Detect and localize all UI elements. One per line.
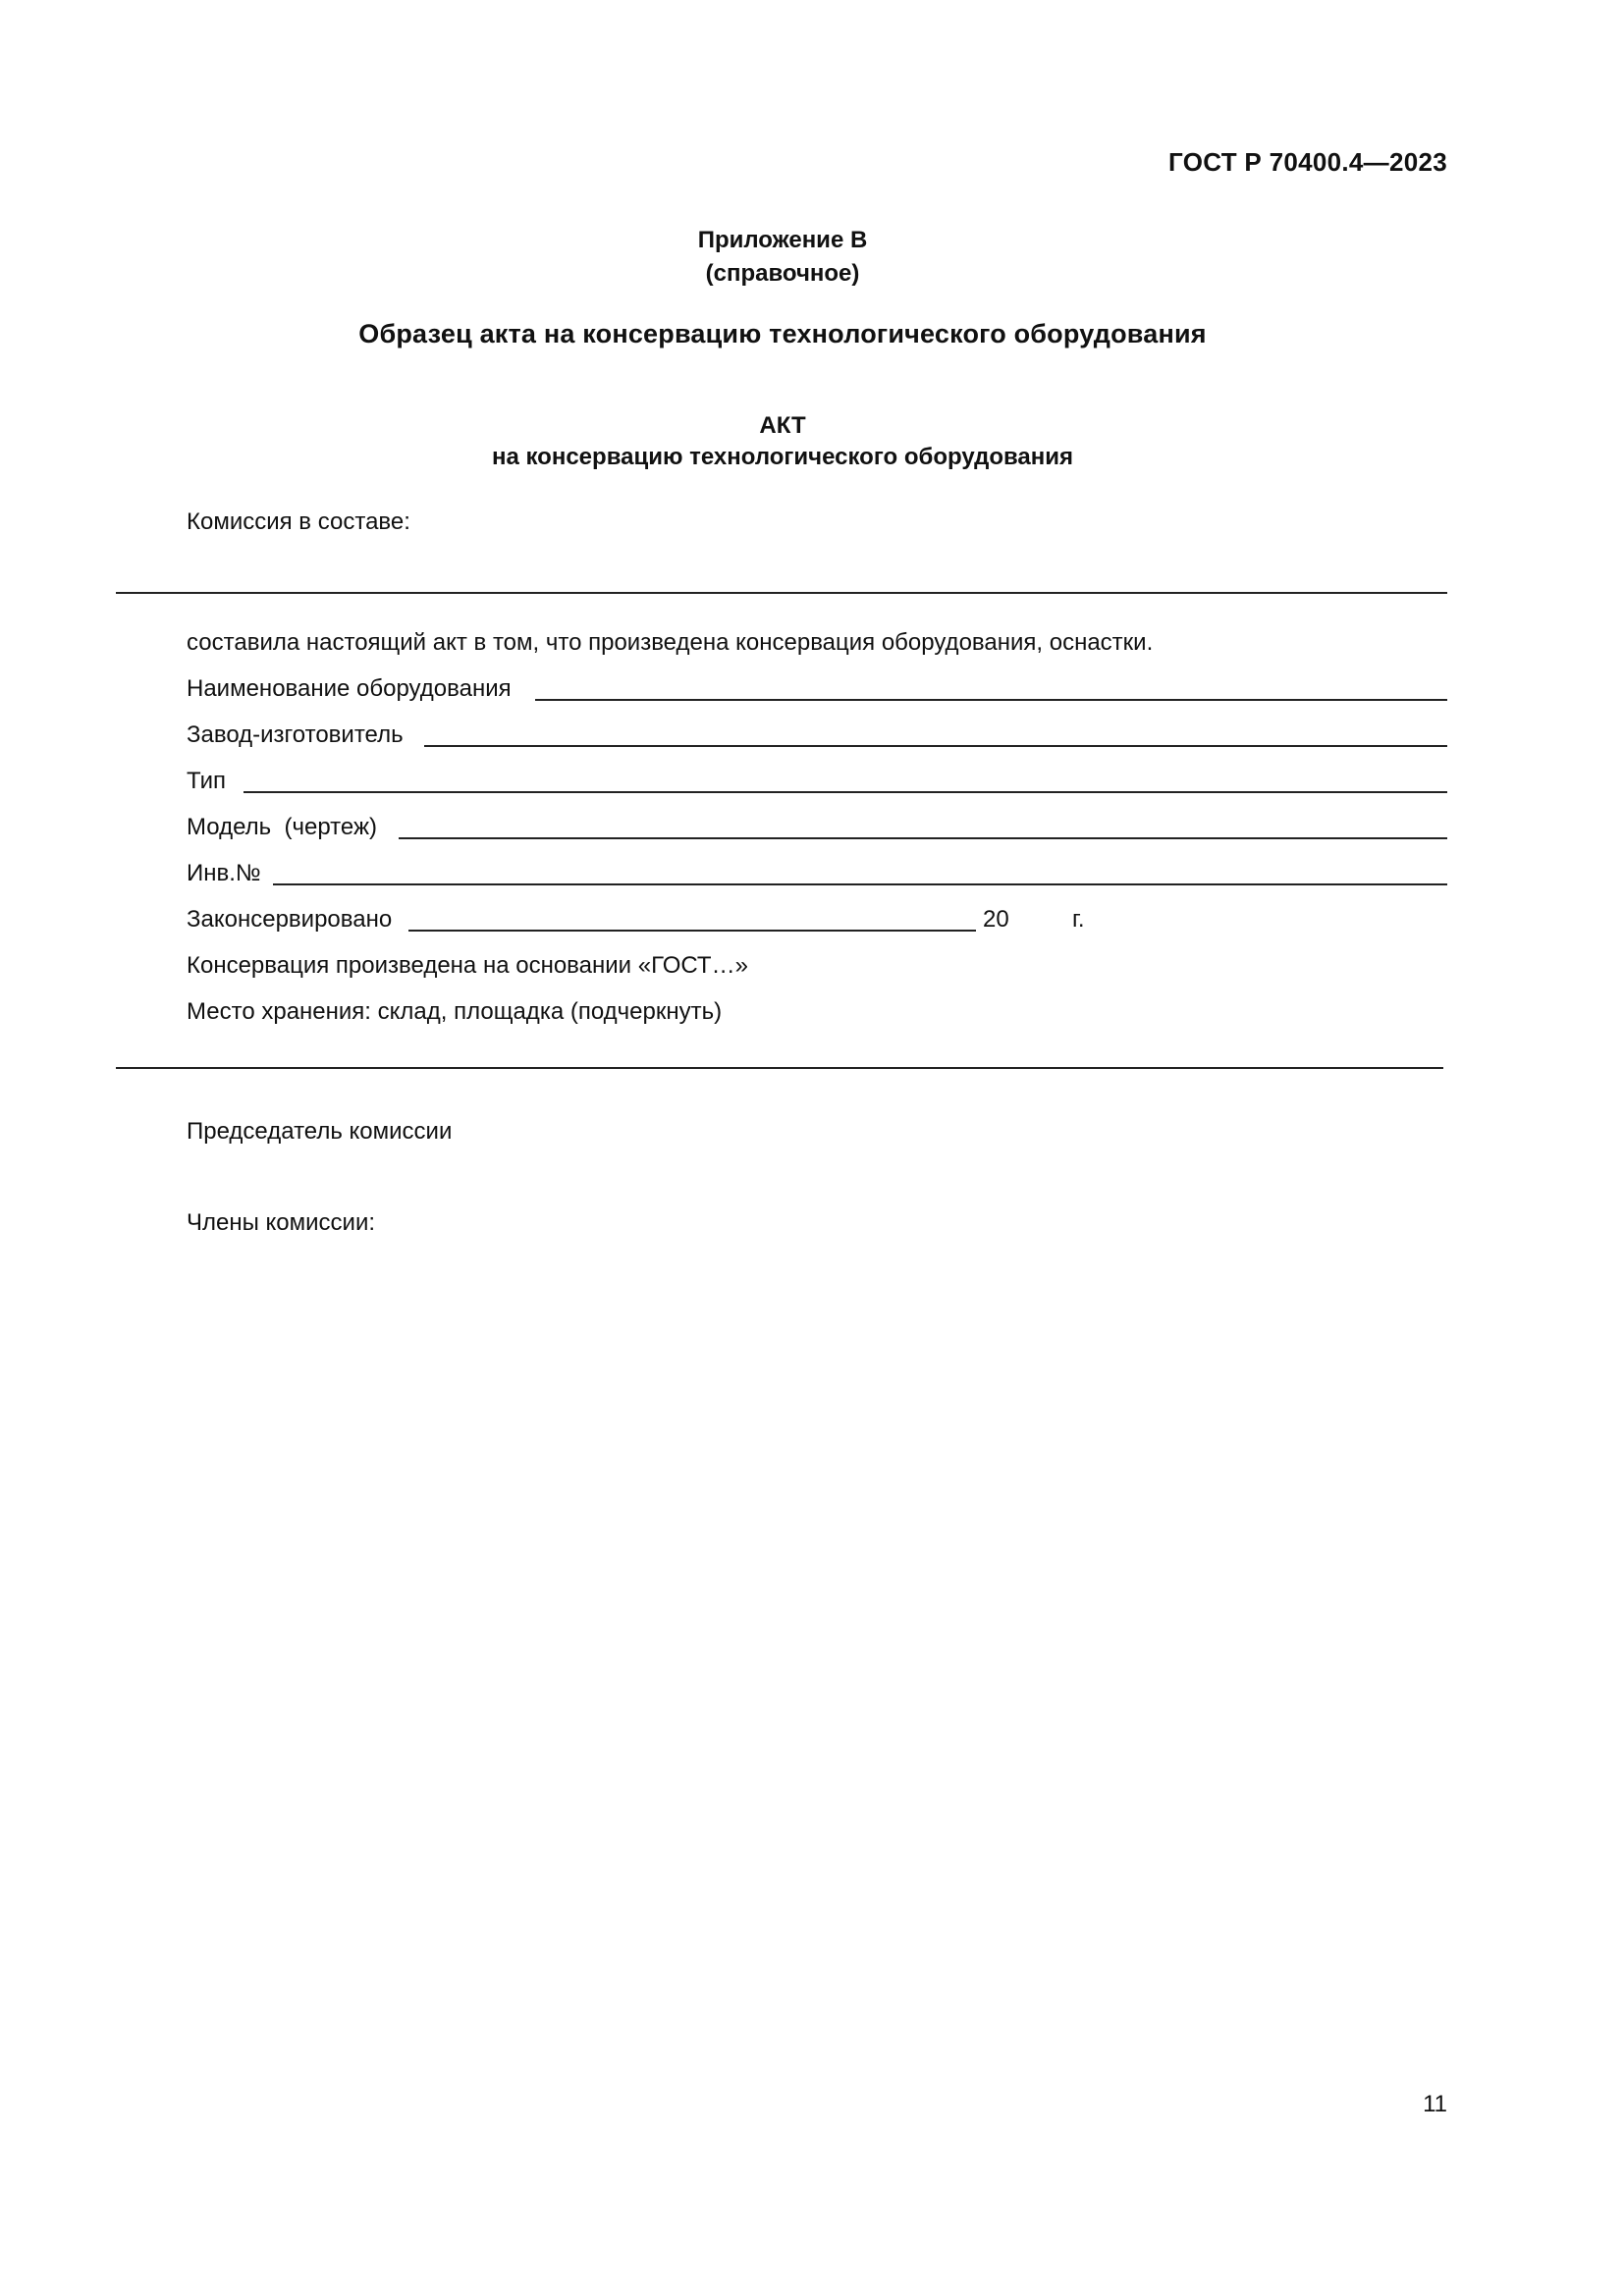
chairman-label: Председатель комиссии [187,1118,453,1145]
act-heading: АКТ [759,412,806,439]
type-label: Тип [187,768,227,794]
inventory-no-line [273,883,1447,885]
document-code: ГОСТ Р 70400.4—2023 [1168,147,1447,177]
year-suffix: г. [1072,906,1085,933]
equipment-name-line [535,699,1447,701]
annex-label: Приложение В [697,227,868,253]
page-number: 11 [1423,2091,1447,2117]
model-label: Модель (чертеж) [187,814,377,840]
act-subheading: на консервацию технологического оборудования [491,444,1074,470]
year-prefix: 20 [983,906,1009,933]
type-line [244,791,1447,793]
inventory-no-label: Инв.№ [187,860,261,886]
equipment-name-label: Наименование оборудования [187,675,512,702]
manufacturer-line [424,745,1447,747]
preserved-label: Законсервировано [187,906,393,933]
basis-text: Консервация произведена на основании «ГОСТ…» [187,952,748,979]
act-statement: составила настоящий акт в том, что произведена консервация оборудования, оснастки. [187,629,1154,656]
separator-line [116,1067,1443,1069]
manufacturer-label: Завод-изготовитель [187,721,404,748]
annex-type: (справочное) [705,260,860,287]
annex-title: Образец акта на консервацию технологического оборудования [358,319,1207,348]
annex-heading [0,224,1565,291]
act-heading-block [0,410,1565,473]
members-label: Члены комиссии: [187,1209,376,1236]
model-line [399,837,1447,839]
storage-text: Место хранения: склад, площадка (подчеркнуть) [187,998,723,1025]
commission-label: Комиссия в составе: [187,508,410,535]
preserved-date-line [408,930,976,932]
commission-line [116,592,1447,594]
